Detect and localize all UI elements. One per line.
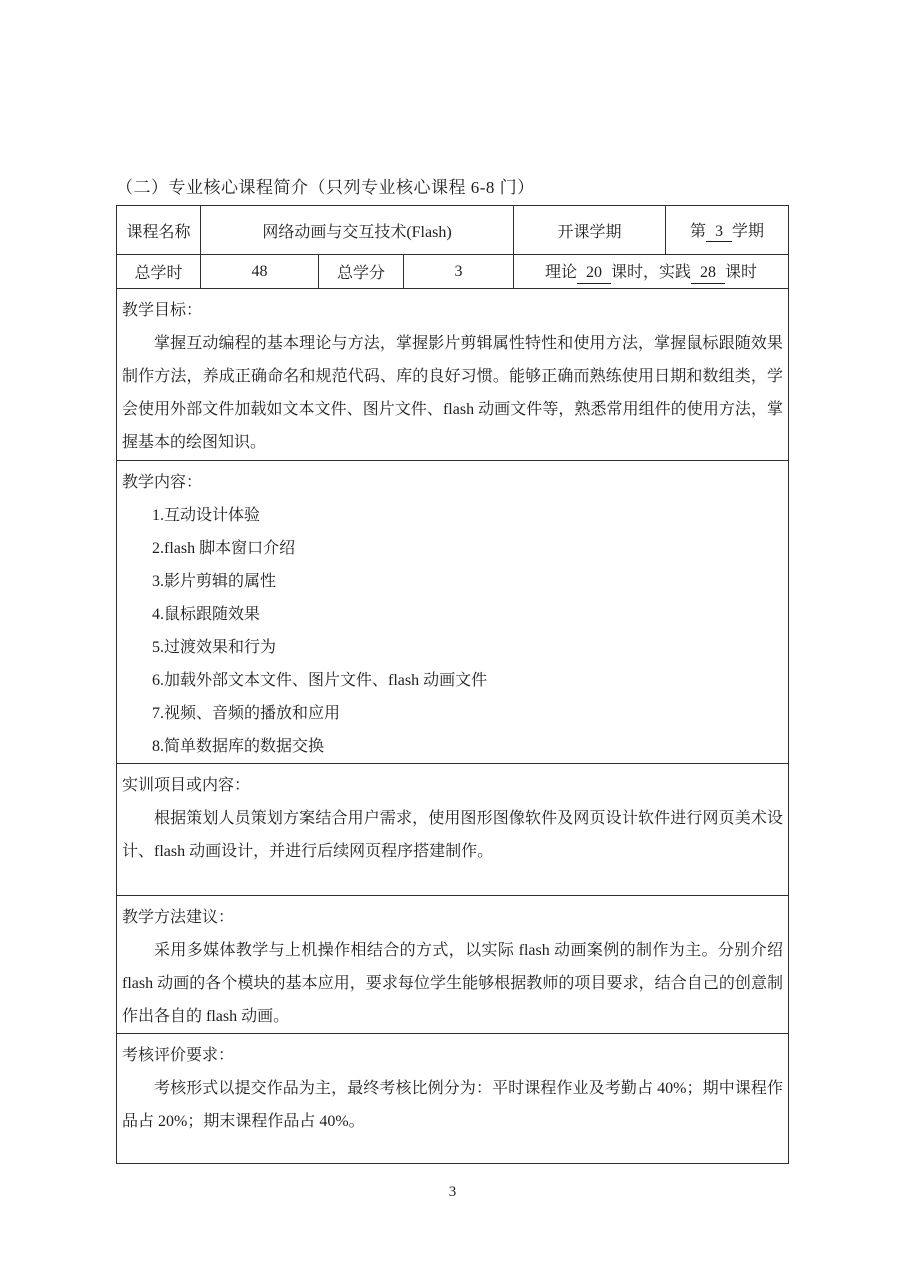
content-item-7: 7.视频、音频的播放和应用	[152, 705, 341, 722]
methods-paragraph: 采用多媒体教学与上机操作相结合的方式，以实际 flash 动画案例的制作为主。分别介绍 flash 动画的各个模块的基本应用，要求每位学生能够根据教师的项目要求，结合自己的创意制作出各自的 flash 动画。	[122, 942, 784, 1025]
assessment-section	[117, 1034, 789, 1164]
training-title: 实训项目或内容：	[122, 777, 251, 794]
objectives-title: 教学目标：	[122, 302, 203, 319]
total-hours-label: 总学时	[117, 255, 201, 289]
content-item-1: 1.互动设计体验	[152, 507, 261, 524]
semester-label: 开课学期	[514, 206, 666, 255]
page-number: 3	[448, 1184, 457, 1200]
semester-cell	[666, 206, 789, 255]
table-row	[117, 255, 789, 289]
content-item-6: 6.加载外部文本文件、图片文件、flash 动画文件	[152, 672, 488, 689]
table-row	[117, 1034, 789, 1164]
objectives-paragraph: 掌握互动编程的基本理论与方法，掌握影片剪辑属性特性和使用方法，掌握鼠标跟随效果制作方法，养成正确命名和规范代码、库的良好习惯。能够正确而熟练使用日期和数组类，学会使用外部文件加载如文本文件、图片文件、flash 动画文件等，熟悉常用组件的使用方法，掌握基本的绘图知识。	[122, 335, 784, 451]
hours-practice-blank-value: 28	[691, 264, 725, 283]
assessment-title: 考核评价要求：	[122, 1047, 235, 1064]
semester-blank-value: 3	[706, 223, 732, 242]
section-heading: （二）专业核心课程简介（只列专业核心课程 6-8 门）	[116, 178, 535, 197]
total-hours-value: 48	[201, 255, 319, 289]
semester-suffix: 学期	[732, 222, 765, 240]
content-item-4: 4.鼠标跟随效果	[152, 606, 261, 623]
total-credits-value: 3	[404, 255, 514, 289]
table-row	[117, 896, 789, 1034]
hours-suffix-label: 课时	[725, 264, 758, 282]
content-item-8: 8.简单数据库的数据交换	[152, 738, 325, 755]
methods-section	[117, 896, 789, 1034]
course-intro-table	[116, 205, 789, 1164]
table-row	[117, 461, 789, 764]
methods-title: 教学方法建议：	[122, 909, 235, 926]
content-item-3: 3.影片剪辑的属性	[152, 573, 277, 590]
table-row	[117, 206, 789, 255]
content-item-2: 2.flash 脚本窗口介绍	[152, 540, 296, 557]
total-credits-label: 总学分	[319, 255, 404, 289]
hours-breakdown-cell	[514, 255, 789, 289]
training-paragraph: 根据策划人员策划方案结合用户需求，使用图形图像软件及网页设计软件进行网页美术设计、flash 动画设计，并进行后续网页程序搭建制作。	[122, 810, 784, 860]
course-name-value: 网络动画与交互技术(Flash)	[201, 206, 514, 255]
hours-mid-label: 课时，实践	[611, 264, 692, 282]
content-title: 教学内容：	[122, 474, 203, 491]
hours-theory-label: 理论	[544, 264, 577, 282]
hours-theory-blank-value: 20	[577, 264, 611, 283]
training-section	[117, 764, 789, 896]
assessment-paragraph: 考核形式以提交作品为主，最终考核比例分为：平时课程作业及考勤占 40%；期中课程作品占 20%；期末课程作品占 40%。	[122, 1080, 784, 1130]
table-row	[117, 764, 789, 896]
objectives-section	[117, 289, 789, 461]
table-row	[117, 289, 789, 461]
content-section	[117, 461, 789, 764]
semester-prefix: 第	[690, 222, 707, 240]
content-item-5: 5.过渡效果和行为	[152, 639, 277, 656]
course-name-label: 课程名称	[117, 206, 201, 255]
